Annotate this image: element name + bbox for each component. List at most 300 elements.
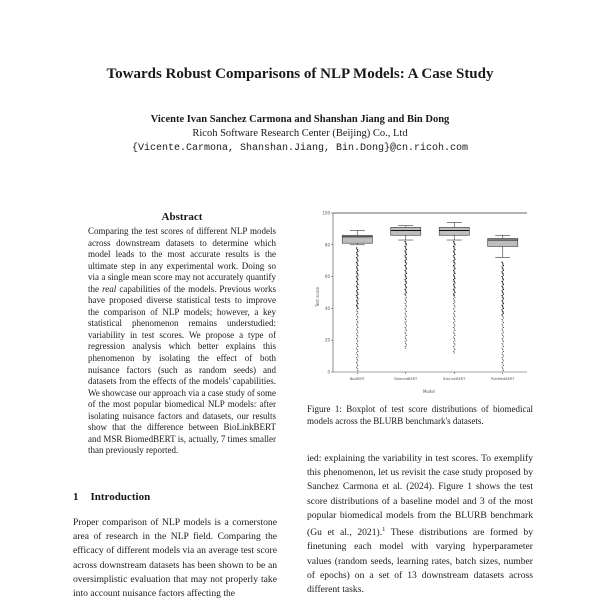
outlier-point [357,265,359,267]
outlier-point [454,343,455,344]
outlier-point [406,292,408,294]
outlier-point [502,301,504,303]
outlier-point [503,360,504,361]
outlier-point [406,249,408,251]
outlier-point [503,370,504,371]
outlier-point [356,348,357,349]
outlier-point [501,304,503,306]
outlier-point [502,319,503,320]
outlier-point [405,314,406,315]
outlier-point [503,351,504,352]
outlier-point [357,250,359,252]
outlier-point [503,265,505,267]
outlier-point [502,263,504,265]
outlier-point [502,343,503,344]
outlier-point [454,292,456,294]
outlier-point [454,309,455,310]
outlier-point [453,250,455,252]
outlier-point [502,329,503,330]
outlier-point [454,252,456,254]
outlier-point [454,306,455,307]
outlier-point [357,249,359,251]
outlier-point [503,298,505,300]
outlier-point [404,246,406,248]
outlier-point [405,346,406,347]
affiliation: Ricoh Software Research Center (Beijing) Co., Ltd [192,128,408,139]
outlier-point [405,305,406,306]
outlier-point [357,336,358,337]
outlier-point [454,257,456,259]
outlier-point [357,327,358,328]
outlier-point [405,329,406,330]
outlier-point [454,321,455,322]
outlier-point [454,319,455,320]
outlier-point [502,325,503,326]
outlier-point [502,316,503,317]
outlier-point [356,257,358,259]
outlier-point [454,316,455,317]
outlier-point [453,274,455,276]
outlier-point [453,255,455,257]
outlier-point [357,292,359,294]
outlier-point [357,297,359,299]
outlier-point [405,327,406,328]
outlier-point [406,282,408,284]
outlier-point [405,343,406,344]
outlier-point [356,252,358,254]
outlier-point [356,309,357,310]
outlier-point [454,325,455,326]
outlier-point [356,357,357,358]
outlier-point [502,362,503,363]
y-tick-label: 0 [327,369,330,375]
chart-boxes [342,223,518,371]
outlier-point [356,285,358,287]
y-tick-label: 40 [324,305,330,311]
outlier-point [454,242,456,244]
outlier-point [454,297,455,298]
outlier-point [357,260,359,262]
outlier-point [356,343,357,344]
outlier-point [405,252,407,254]
outlier-point [357,298,359,300]
outlier-point [503,312,505,314]
outlier-point [453,332,454,333]
section-title: Introduction [90,491,151,503]
outlier-point [357,354,358,355]
outlier-point [454,295,456,297]
outlier-point [454,271,456,273]
outlier-point [357,359,358,360]
outlier-point [454,285,456,287]
outlier-point [453,265,455,267]
outlier-point [454,263,456,265]
outlier-point [405,300,406,301]
outlier-point [503,308,505,310]
outlier-point [454,262,456,264]
outlier-point [454,258,456,260]
outlier-point [356,319,357,320]
outlier-point [357,289,359,291]
outlier-point [404,260,406,262]
abstract-body [88,226,276,457]
section-number: 1 [73,491,79,503]
outlier-point [502,273,504,275]
outlier-point [501,271,503,273]
right-text-part-1: ied: explaining the variability in test scores. To exemplify this phenomenon, let us revisit the case study proposed by Sanchez Carmona et al. (2024). Figure 1 shows the test score distributions of a baseline model and 3 of the most popular biomedical models from the BLURB benchmark (Gu et al., 2021). [307,453,533,539]
outlier-point [405,276,407,278]
outlier-point [503,269,505,271]
outlier-point [454,282,456,284]
outlier-point [406,287,408,289]
outlier-point [454,276,456,278]
outlier-point [406,325,407,326]
outlier-point [454,254,456,256]
outlier-point [406,344,407,345]
outlier-point [501,262,503,264]
outlier-point [357,330,358,331]
outlier-point [453,336,454,337]
outlier-point [406,301,407,302]
outlier-point [405,332,406,333]
outlier-point [503,317,504,318]
outlier-point [357,255,359,257]
outlier-point [454,352,455,353]
outlier-point [357,284,359,286]
outlier-point [453,260,455,262]
outlier-point [356,247,358,249]
outlier-point [357,269,359,271]
outlier-point [356,262,358,264]
outlier-point [404,241,406,243]
outlier-point [502,292,504,294]
outlier-point [405,262,407,264]
outlier-point [454,349,455,350]
outlier-point [454,333,455,334]
outlier-point [357,335,358,336]
outlier-point [406,311,407,312]
outlier-point [502,277,504,279]
outlier-point [454,247,456,249]
author-list: Vicente Ivan Sanchez Carmona and Shanshan Jiang and Bin Dong [150,114,450,125]
outlier-point [357,346,358,347]
outlier-point [357,313,358,314]
outlier-point [453,241,455,243]
outlier-point [405,285,407,287]
outlier-point [503,365,504,366]
outlier-point [357,344,358,345]
outlier-point [454,266,456,268]
outlier-point [453,327,454,328]
outlier-point [406,330,407,331]
outlier-point [406,268,408,270]
paper-title: Towards Robust Comparisons of NLP Models: A Case Study [106,66,494,82]
outlier-point [501,309,503,311]
outlier-point [356,352,357,353]
outlier-point [454,338,455,339]
y-tick-label: 80 [324,242,330,248]
outlier-point [357,356,358,357]
outlier-point [454,314,455,315]
box-iqr [391,227,421,235]
outlier-point [454,335,455,336]
outlier-point [406,273,408,275]
outlier-point [503,274,505,276]
outlier-point [357,279,359,281]
outlier-point [406,244,408,246]
outlier-point [454,330,455,331]
outlier-point [357,254,359,256]
outlier-point [453,293,455,295]
outlier-point [405,313,406,314]
outlier-point [503,322,504,323]
outlier-point [406,335,407,336]
outlier-point [404,255,406,257]
box-iqr [439,227,469,235]
outlier-point [501,295,503,297]
outlier-point [503,303,505,305]
outlier-point [453,346,454,347]
outlier-point [405,247,407,249]
y-tick-label: 20 [324,337,330,343]
y-axis-label: Test score [315,287,320,307]
outlier-point [404,293,406,295]
outlier-point [357,322,358,323]
outlier-point [357,364,358,365]
outlier-point [502,354,503,355]
outlier-point [502,324,503,325]
outlier-point [357,316,358,317]
outlier-point [453,298,454,299]
abstract-text-part-1: Comparing the test scores of different NLP models across downstream datasets to determine which model leads to the most accurate results is the ultimate step in any experimental work. Doing so via a single mean score may not accurately quantify the [88,226,276,294]
outlier-point [454,273,456,275]
outlier-point [454,305,455,306]
outlier-point [503,341,504,342]
outlier-point [406,321,407,322]
outlier-point [501,314,503,316]
outlier-point [501,281,503,283]
outlier-point [503,293,505,295]
outlier-point [502,368,503,369]
outlier-point [357,349,358,350]
outlier-point [502,364,503,365]
outlier-point [503,284,505,286]
x-axis-label: Model [422,389,436,394]
outlier-point [406,254,408,256]
outlier-point [405,341,406,342]
outlier-point [502,335,503,336]
outlier-point [357,341,358,342]
outlier-point [453,341,454,342]
outlier-point [502,268,504,270]
outlier-point [502,287,504,289]
outlier-point [357,340,358,341]
outlier-point [453,303,454,304]
outlier-point [502,352,503,353]
outlier-point [501,276,503,278]
boxplot-chart [307,207,533,403]
y-tick-label: 100 [322,210,330,216]
outlier-point [357,287,359,289]
figure-caption: Figure 1: Boxplot of test score distributions of biomedical models across the BLURB benchmark's datasets. [307,404,533,426]
outlier-point [453,246,455,248]
footnote-marker: 1 [382,526,386,534]
outlier-point [405,298,406,299]
section-heading-introduction [73,491,150,503]
outlier-point [357,351,358,352]
outlier-point [501,290,503,292]
outlier-point [503,327,504,328]
outlier-point [454,340,455,341]
outlier-point [453,308,454,309]
outlier-point [357,301,359,303]
outlier-point [357,311,358,312]
box-group [391,226,421,349]
outlier-point [357,293,359,295]
outlier-point [406,263,408,265]
outlier-point [406,316,407,317]
outlier-point [502,330,503,331]
outlier-point [406,297,407,298]
x-tick-label: BioBERT [349,377,365,381]
outlier-point [405,333,406,334]
outlier-point [357,303,359,305]
outlier-point [356,338,357,339]
x-tick-label: BioLinkBERT [443,377,466,381]
outlier-point [356,266,358,268]
outlier-point [503,279,505,281]
box-group [439,223,469,354]
outlier-point [502,357,503,358]
outlier-point [405,336,406,337]
outlier-point [357,317,358,318]
outlier-point [453,289,455,291]
outlier-point [454,281,456,283]
outlier-point [405,295,406,296]
y-tick-label: 60 [324,274,330,280]
outlier-point [503,336,504,337]
outlier-point [454,249,456,251]
outlier-point [357,263,359,265]
outlier-point [357,277,359,279]
outlier-point [405,338,406,339]
outlier-point [406,340,407,341]
outlier-point [502,338,503,339]
outlier-point [357,360,358,361]
outlier-point [406,277,408,279]
outlier-point [502,340,503,341]
outlier-point [454,300,455,301]
outlier-point [453,313,454,314]
outlier-point [405,242,407,244]
outlier-point [453,351,454,352]
outlier-point [405,317,406,318]
outlier-point [453,284,455,286]
outlier-point [357,370,358,371]
outlier-point [502,349,503,350]
outlier-point [405,271,407,273]
outlier-point [357,332,358,333]
outlier-point [502,344,503,345]
outlier-point [356,300,358,302]
abstract-text-part-2: capabilities of the models. Previous works have proposed diverse statistical tests to improve the comparison of NLP models; however, a key statistical phenomenon remains understudied: variability in test scores. We propose a type of regression analysis which better explains this phenomenon by isolating the effect of both nuisance factors (such as random seeds) and datasets from the effects of the models' capabilities. We showcase our approach via a case study of some of the most popular biomedical NLP models: after isolating nuisance factors and datasets, our results show that the difference between BioLinkBERT and MSR BiomedBERT is, actually, 7 times smaller than previously reported. [88,283,276,456]
outlier-point [454,290,456,292]
outlier-point [404,279,406,281]
outlier-point [357,321,358,322]
outlier-point [406,306,407,307]
abstract-heading: Abstract [161,211,203,223]
outlier-point [503,332,504,333]
outlier-point [356,281,358,283]
outlier-point [356,271,358,273]
x-tick-label: PubMedBERT [491,377,515,381]
outlier-point [357,273,359,275]
outlier-point [502,321,503,322]
outlier-point [502,348,503,349]
outlier-point [404,274,406,276]
outlier-point [357,258,359,260]
outlier-point [502,282,504,284]
outlier-point [405,257,407,259]
outlier-point [357,365,358,366]
outlier-point [453,269,455,271]
outlier-point [454,301,455,302]
outlier-point [502,311,504,313]
outlier-point [503,356,504,357]
outlier-point [501,300,503,302]
outlier-point [357,282,359,284]
outlier-point [356,314,357,315]
outlier-point [405,266,407,268]
outlier-point [453,317,454,318]
outlier-point [453,322,454,323]
outlier-point [454,324,455,325]
box-group [488,235,518,371]
outlier-point [405,348,406,349]
outlier-point [454,344,455,345]
outlier-point [404,269,406,271]
outlier-point [356,333,357,334]
outlier-point [356,362,357,363]
outlier-point [454,287,456,289]
outlier-point [357,274,359,276]
outlier-point [405,303,406,304]
outlier-point [454,311,455,312]
outlier-point [405,324,406,325]
outlier-point [404,250,406,252]
abstract-italic-word: real [102,283,117,294]
outlier-point [501,285,503,287]
box-group [342,230,372,370]
x-tick-label: BiomedBERT [394,377,418,381]
outlier-point [405,290,407,292]
outlier-point [405,308,406,309]
outlier-point [357,308,359,310]
outlier-point [502,359,503,360]
outlier-point [503,289,505,291]
outlier-point [502,367,503,368]
outlier-point [357,306,359,308]
outlier-point [453,279,455,281]
outlier-point [405,309,406,310]
outlier-point [356,367,357,368]
outlier-point [405,319,406,320]
outlier-point [502,297,504,299]
outlier-point [357,368,358,369]
outlier-point [356,295,358,297]
outlier-point [356,304,358,306]
outlier-point [454,277,456,279]
